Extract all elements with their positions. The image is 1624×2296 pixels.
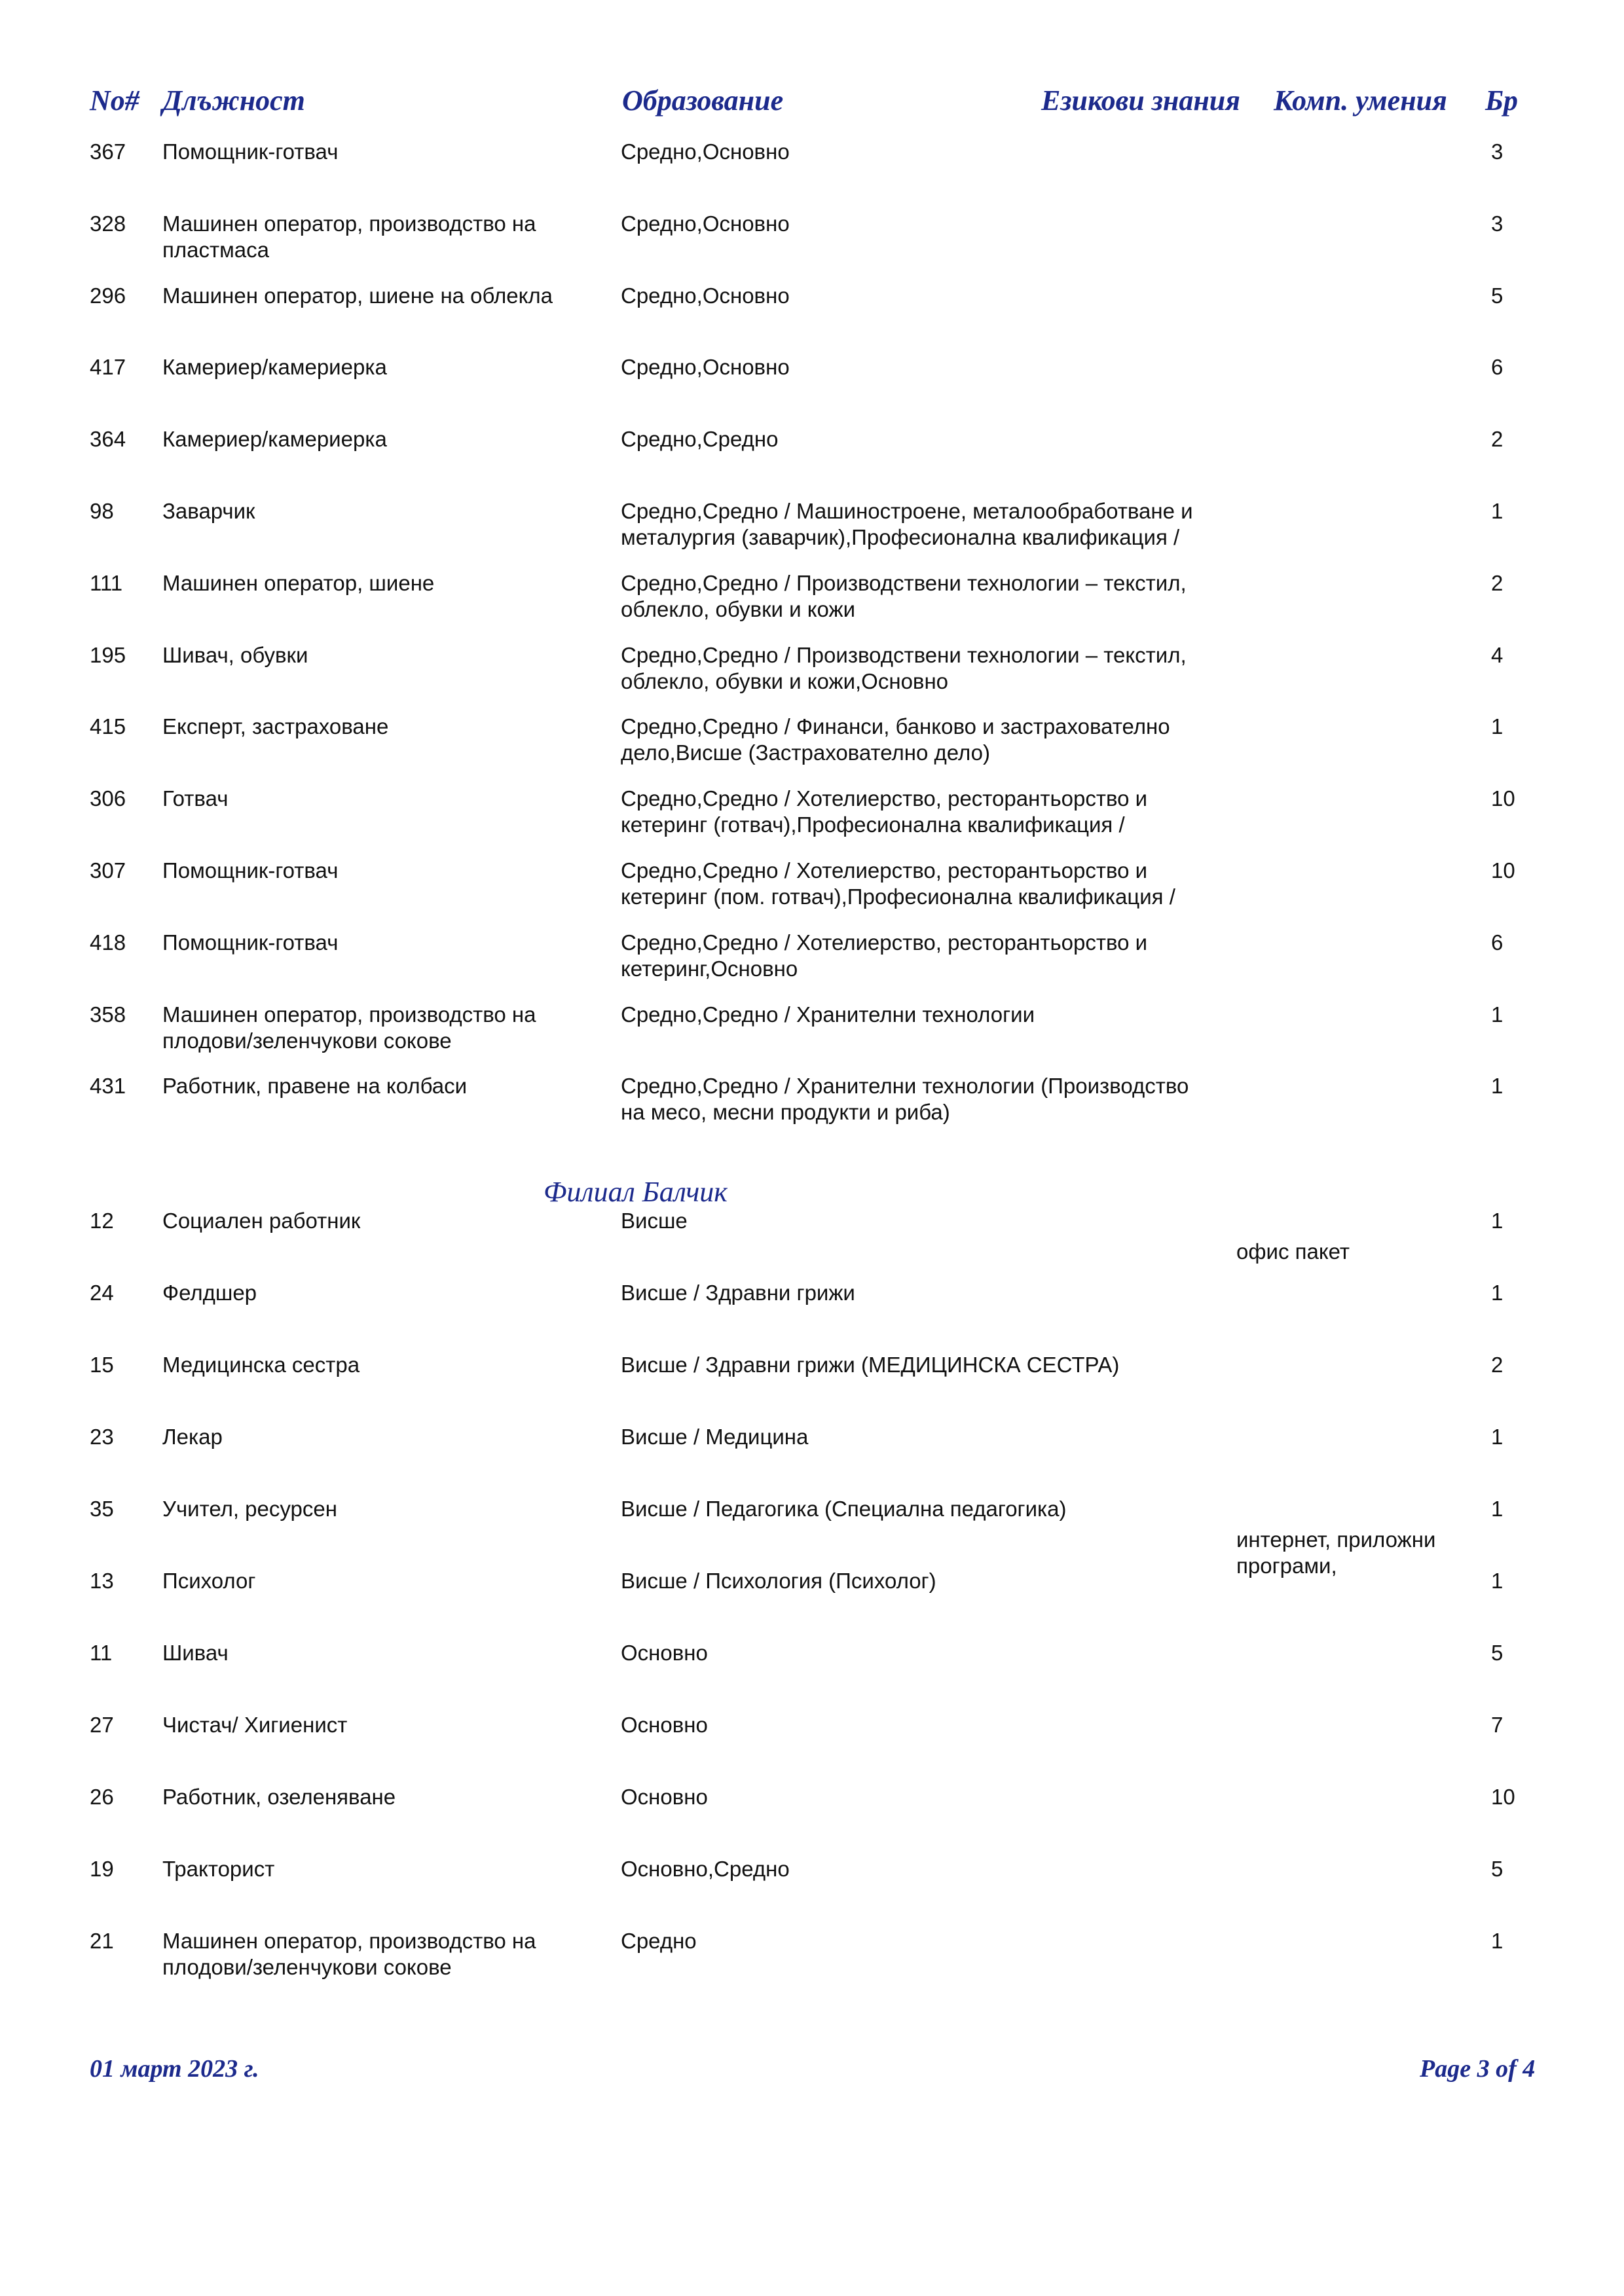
row-number: 415 [90,714,126,739]
position-line: Лекар [162,1425,223,1449]
table-row [0,354,1624,420]
table-row [0,714,1624,779]
row-number: 364 [90,427,126,452]
footer-page-number: Page 3 of 4 [1420,2055,1536,2083]
table-row [0,1424,1624,1489]
table-row [0,283,1624,348]
row-education [621,1712,708,1738]
row-number: 13 [90,1569,114,1593]
table-row [0,1280,1624,1345]
row-number: 11 [90,1641,113,1665]
row-education [621,642,1187,695]
row-position [162,139,338,165]
row-number: 296 [90,283,126,308]
row-education [621,1856,790,1882]
position-line: Експерт, застраховане [162,714,389,739]
position-line: Работник, озеленяване [162,1785,396,1809]
row-number: 24 [90,1281,114,1305]
row-position [162,1928,536,1980]
education-line: Основно,Средно [621,1857,790,1881]
row-number: 26 [90,1785,114,1809]
table-row [0,1928,1624,1994]
row-count: 1 [1491,1002,1504,1027]
table-row [0,858,1624,923]
table-row [0,1784,1624,1850]
row-education [621,1496,1067,1522]
row-count: 1 [1491,499,1504,523]
footer-date: 01 март 2023 г. [90,2055,259,2083]
education-line: Висше / Медицина [621,1425,809,1449]
header-languages: Езикови знания [1041,84,1240,117]
note-line: интернет, приложни [1236,1527,1436,1552]
row-position [162,786,228,812]
row-count: 1 [1491,1569,1504,1593]
row-number: 307 [90,858,126,883]
header-count: Бр [1485,84,1518,117]
education-line: Средно,Основно [621,283,790,308]
education-line: Средно,Основно [621,211,790,236]
row-position [162,426,387,452]
table-row [0,1712,1624,1777]
row-education [621,786,1147,838]
row-position [162,1424,223,1450]
education-line: на месо, месни продукти и риба) [621,1100,950,1125]
position-line: Социален работник [162,1209,361,1233]
row-count: 1 [1491,1497,1504,1521]
position-line: Машинен оператор, шиене на облекла [162,283,553,308]
education-line: Средно,Средно / Хранителни технологии [621,1002,1035,1027]
row-number: 111 [90,570,123,595]
education-line: облекло, обувки и кожи [621,596,856,621]
row-education [621,283,790,309]
education-line: кетеринг (готвач),Професионална квалификация / [621,812,1125,837]
table-row [0,426,1624,492]
row-count: 1 [1491,1074,1504,1099]
row-count: 1 [1491,1281,1504,1305]
row-education [621,858,1175,910]
table-row [0,1002,1624,1067]
education-line: Средно,Средно / Машиностроене, металообработване и [621,499,1193,523]
table-row [0,498,1624,564]
row-education [621,930,1147,982]
row-position [162,1002,536,1054]
row-count: 3 [1491,211,1504,236]
education-line: Основно [621,1641,708,1665]
table-row [0,139,1624,204]
row-position [162,283,553,309]
position-line: Готвач [162,786,229,811]
row-number: 431 [90,1074,126,1099]
row-count: 4 [1491,642,1504,667]
row-number: 35 [90,1497,114,1521]
position-line: плодови/зеленчукови сокове [162,1028,452,1053]
education-line: Средно,Основно [621,355,790,380]
row-count: 5 [1491,283,1504,308]
header-education: Образование [622,84,784,117]
row-education [621,1928,697,1954]
education-line: кетеринг,Основно [621,956,798,981]
position-line: Учител, ресурсен [162,1497,337,1521]
position-line: Шивач, обувки [162,642,308,667]
education-line: Висше / Психология (Психолог) [621,1569,936,1593]
row-count: 6 [1491,930,1504,955]
education-line: Средно [621,1929,697,1953]
row-position [162,354,387,380]
education-line: Основно [621,1713,708,1737]
education-line: Средно,Средно / Хранителни технологии (Производство [621,1074,1189,1099]
row-education [621,498,1193,551]
row-education [621,1784,708,1810]
row-number: 306 [90,786,126,811]
row-education [621,1208,688,1234]
row-number: 19 [90,1857,114,1881]
table-row [0,786,1624,851]
header-computer-skills: Комп. умения [1274,84,1447,117]
position-line: плодови/зеленчукови сокове [162,1955,452,1979]
position-line: Машинен оператор, производство на [162,1929,536,1953]
position-line: Помощник-готвач [162,139,339,164]
note-line: офис пакет [1236,1239,1350,1264]
table-row [0,211,1624,276]
header-no: No# [90,84,139,117]
row-education [621,211,790,237]
position-line: Помощник-готвач [162,858,339,883]
row-position [162,1712,347,1738]
row-number: 23 [90,1425,114,1449]
education-line: кетеринг (пом. готвач),Професионална квалификация / [621,884,1175,909]
education-line: Средно,Средно / Хотелиерство, ресторантьорство и [621,858,1148,883]
row-education [621,1073,1189,1125]
row-number: 418 [90,930,126,955]
row-number: 98 [90,499,114,523]
table-row [0,930,1624,995]
education-line: Средно,Средно / Хотелиерство, ресторантьорство и [621,786,1148,811]
table-row [0,1208,1624,1273]
row-position [162,858,338,884]
education-line: дело,Висше (Застрахователно дело) [621,740,990,765]
row-position [162,1568,255,1594]
note-line: програми, [1236,1554,1337,1578]
education-line: Средно,Средно / Хотелиерство, ресторантьорство и [621,930,1148,955]
row-count: 1 [1491,714,1504,739]
row-education [621,1352,1119,1378]
row-count: 2 [1491,570,1504,595]
education-line: Средно,Средно / Финанси, банково и застрахователно [621,714,1170,739]
row-number: 358 [90,1002,126,1027]
row-education [621,714,1170,766]
table-row [0,642,1624,708]
position-line: Медицинска сестра [162,1353,360,1377]
row-count: 7 [1491,1713,1504,1737]
education-line: металургия (заварчик),Професионална квалификация / [621,525,1180,549]
table-row [0,1640,1624,1705]
position-line: Тракторист [162,1857,275,1881]
row-position [162,1640,229,1666]
row-education [621,1280,855,1306]
row-number: 21 [90,1929,114,1953]
row-position [162,1208,360,1234]
row-education [621,570,1187,623]
table-row [0,1352,1624,1417]
education-line: Висше [621,1209,688,1233]
education-line: облекло, обувки и кожи,Основно [621,668,949,693]
education-line: Висше / Здравни грижи (МЕДИЦИНСКА СЕСТРА) [621,1353,1120,1377]
row-education [621,426,778,452]
row-number: 367 [90,139,126,164]
education-line: Основно [621,1785,708,1809]
computer-skills-note-internet [1236,1527,1435,1579]
education-line: Висше / Здравни грижи [621,1281,855,1305]
row-position [162,1784,396,1810]
position-line: Камериер/камериерка [162,355,387,380]
row-count: 2 [1491,427,1504,452]
row-count: 5 [1491,1857,1504,1881]
row-position [162,1280,257,1306]
row-count: 1 [1491,1425,1504,1449]
education-line: Средно,Средно / Производствени технологии – текстил, [621,642,1187,667]
education-line: Средно,Основно [621,139,790,164]
row-count: 6 [1491,355,1504,380]
row-position [162,930,338,956]
table-row [0,570,1624,636]
row-number: 417 [90,355,126,380]
header-position: Длъжност [162,84,305,117]
row-number: 12 [90,1209,114,1233]
table-row [0,1856,1624,1922]
position-line: Машинен оператор, шиене [162,570,435,595]
row-education [621,1002,1035,1028]
education-line: Средно,Средно [621,427,779,452]
row-position [162,642,308,668]
row-number: 195 [90,642,126,667]
position-line: Шивач [162,1641,229,1665]
row-count: 1 [1491,1209,1504,1233]
row-count: 10 [1491,858,1515,883]
row-education [621,139,790,165]
row-count: 5 [1491,1641,1504,1665]
row-education [621,1640,708,1666]
position-line: Психолог [162,1569,256,1593]
position-line: Помощник-готвач [162,930,339,955]
row-education [621,1568,936,1594]
row-count: 10 [1491,786,1515,811]
row-number: 27 [90,1713,114,1737]
row-count: 2 [1491,1353,1504,1377]
row-count: 10 [1491,1785,1515,1809]
row-position [162,1856,274,1882]
row-position [162,1496,337,1522]
row-position [162,1073,467,1099]
row-count: 1 [1491,1929,1504,1953]
position-line: Заварчик [162,499,255,523]
branch-heading: Филиал Балчик [544,1176,728,1208]
row-count: 3 [1491,139,1504,164]
computer-skills-note-office [1236,1239,1350,1265]
row-position [162,1352,360,1378]
table-row [0,1073,1624,1139]
row-education [621,1424,808,1450]
row-position [162,498,255,524]
education-line: Средно,Средно / Производствени технологии – текстил, [621,570,1187,595]
row-position [162,211,536,263]
position-line: Фелдшер [162,1281,257,1305]
row-position [162,714,388,740]
row-education [621,354,790,380]
row-number: 328 [90,211,126,236]
position-line: Машинен оператор, производство на [162,1002,536,1027]
position-line: Камериер/камериерка [162,427,387,452]
row-position [162,570,434,596]
education-line: Висше / Педагогика (Специална педагогика) [621,1497,1067,1521]
position-line: пластмаса [162,237,269,262]
row-number: 15 [90,1353,114,1377]
position-line: Работник, правене на колбаси [162,1074,468,1099]
position-line: Чистач/ Хигиенист [162,1713,348,1737]
position-line: Машинен оператор, производство на [162,211,536,236]
